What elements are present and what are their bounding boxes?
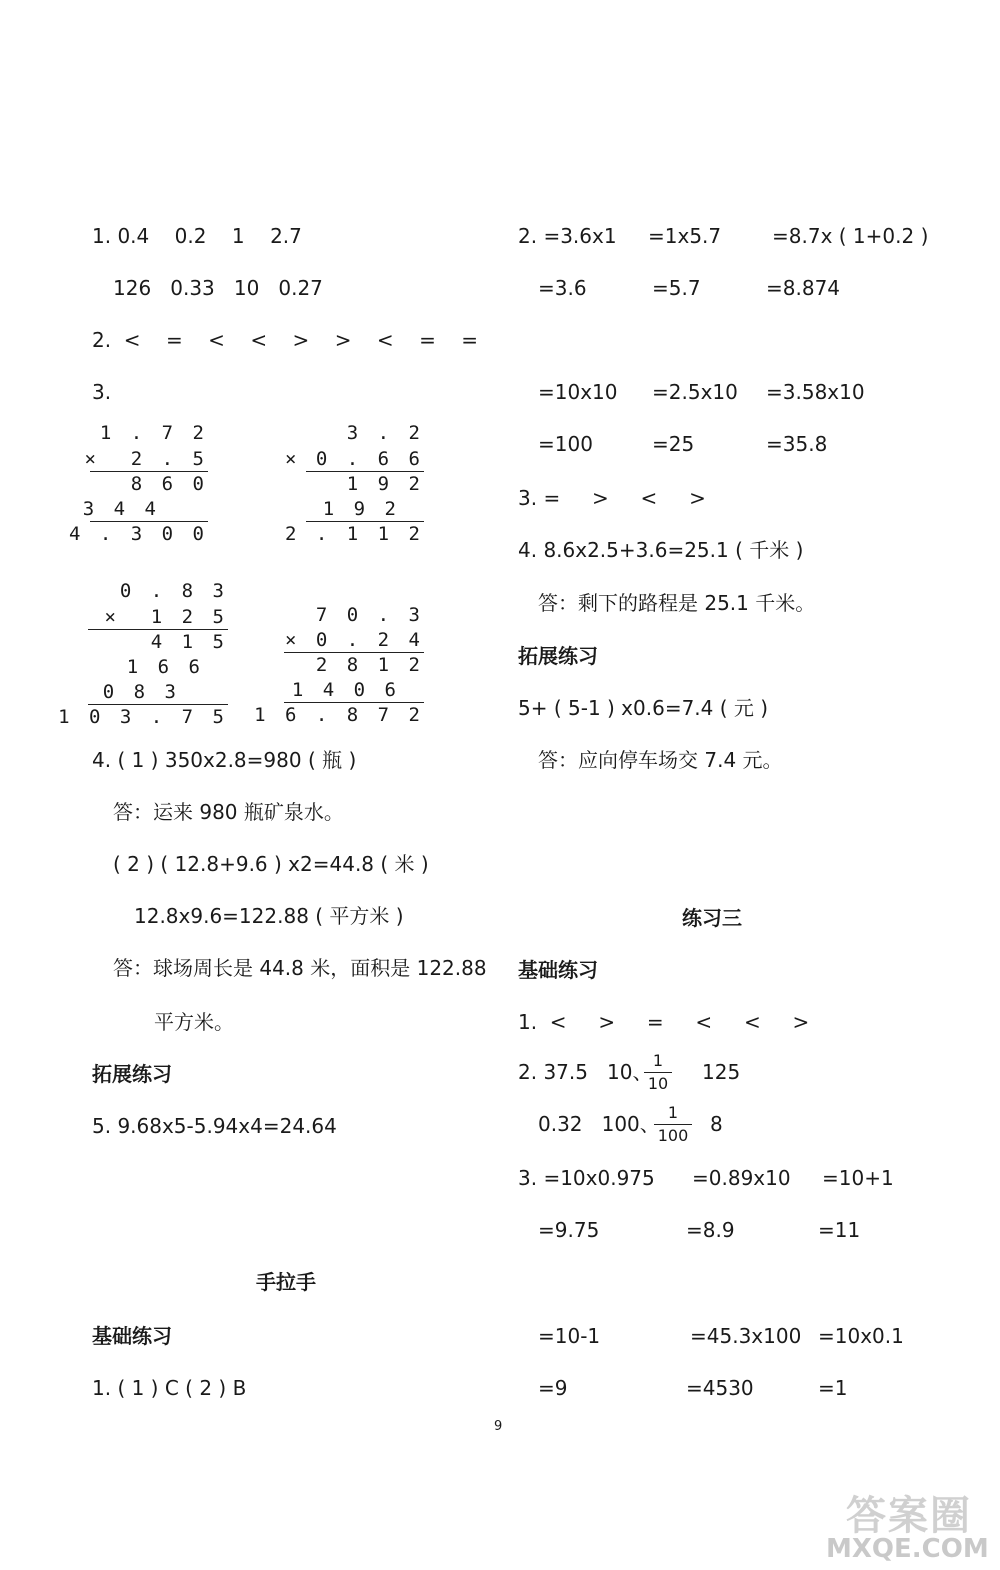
r-q2-r1b: =1x5.7 bbox=[648, 224, 722, 248]
vertical-calc-4 bbox=[254, 604, 424, 726]
q4-2-equation: ( 2 ) ( 12.8+9.6 ) x2=44.8 ( 米 ) bbox=[113, 852, 429, 876]
page-number: 9 bbox=[494, 1419, 503, 1434]
calc-line: 1 0 3 . 7 5 bbox=[58, 706, 228, 728]
calc-rule bbox=[90, 471, 208, 472]
r-q2-r2b: =5.7 bbox=[652, 276, 701, 300]
q1-row2: 126 0.33 10 0.27 bbox=[113, 276, 323, 300]
r-q2-r1c: =8.7x ( 1+0.2 ) bbox=[772, 224, 929, 248]
calc-line: 1 9 2 bbox=[322, 498, 400, 520]
b-q2-r2b: 8 bbox=[710, 1112, 723, 1136]
calc-rule bbox=[88, 704, 228, 705]
r-q2-r2c: =8.874 bbox=[766, 276, 841, 300]
calc-line: 8 6 0 bbox=[130, 473, 208, 495]
right-basic-heading: 基础练习 bbox=[518, 958, 598, 982]
left-extension-heading: 拓展练习 bbox=[92, 1062, 172, 1086]
q5-equation: 5. 9.68x5-5.94x4=24.64 bbox=[92, 1114, 337, 1138]
calc-rule bbox=[90, 521, 208, 522]
section-title-lianxi-san: 练习三 bbox=[682, 906, 742, 930]
q4-1-equation: 4. ( 1 ) 350x2.8=980 ( 瓶 ) bbox=[92, 748, 357, 772]
r-q2-r1a: 2. =3.6x1 bbox=[518, 224, 617, 248]
calc-rule bbox=[284, 652, 424, 653]
vertical-calc-3 bbox=[58, 580, 228, 728]
watermark-logo: 答案圈 bbox=[846, 1493, 972, 1539]
calc-line: 2 8 1 2 bbox=[315, 654, 424, 676]
fraction-numerator: 1 bbox=[652, 1051, 664, 1070]
q1-row1: 1. 0.4 0.2 1 2.7 bbox=[92, 224, 302, 248]
calc-line: 7 0 . 3 bbox=[315, 604, 424, 626]
q4-2-area: 12.8x9.6=122.88 ( 平方米 ) bbox=[134, 904, 404, 928]
section-title-shoulashou: 手拉手 bbox=[256, 1270, 316, 1294]
calc-line: × 0 . 2 4 bbox=[285, 629, 424, 651]
calc-line: 2 . 1 1 2 bbox=[285, 523, 424, 545]
q4-2-answer-cont: 平方米。 bbox=[154, 1010, 234, 1034]
r-q3-compare: 3. = > < > bbox=[518, 486, 706, 510]
r-q2-r3c: =3.58x10 bbox=[766, 380, 865, 404]
b-q2-r1a: 2. 37.5 10、 bbox=[518, 1060, 653, 1084]
b-q3-r2b: =8.9 bbox=[686, 1218, 735, 1242]
fraction-denominator: 100 bbox=[657, 1126, 689, 1145]
r-q2-r4b: =25 bbox=[652, 432, 695, 456]
calc-line: 0 8 3 bbox=[102, 681, 180, 703]
r-q2-r3a: =10x10 bbox=[538, 380, 618, 404]
calc-line: 1 9 2 bbox=[346, 473, 424, 495]
r-q4-equation: 4. 8.6x2.5+3.6=25.1 ( 千米 ) bbox=[518, 538, 804, 562]
s-q1: 1. ( 1 ) C ( 2 ) B bbox=[92, 1376, 247, 1400]
calc-line: × 1 2 5 bbox=[104, 606, 228, 628]
b-q1-compare: 1. < > = < < > bbox=[518, 1010, 810, 1034]
b-q3-r2c: =11 bbox=[818, 1218, 861, 1242]
calc-line: × 2 . 5 bbox=[84, 448, 208, 470]
calc-line: 1 4 0 6 bbox=[291, 679, 400, 701]
b-q3-r1b: =0.89x10 bbox=[692, 1166, 791, 1190]
b-q3-r1a: 3. =10x0.975 bbox=[518, 1166, 655, 1190]
b-q3-r1c: =10+1 bbox=[822, 1166, 894, 1190]
b-q3-r4a: =9 bbox=[538, 1376, 568, 1400]
calc-line: 0 . 8 3 bbox=[119, 580, 228, 602]
b-q3-r2a: =9.75 bbox=[538, 1218, 600, 1242]
calc-line: 4 1 5 bbox=[150, 631, 228, 653]
r-q4-answer: 答：剩下的路程是 25.1 千米。 bbox=[538, 591, 816, 615]
r-q2-r3b: =2.5x10 bbox=[652, 380, 738, 404]
q3-label: 3. bbox=[92, 380, 112, 404]
calc-line: × 0 . 6 6 bbox=[285, 448, 424, 470]
vertical-calc-1 bbox=[69, 422, 208, 545]
calc-line: 1 6 . 8 7 2 bbox=[254, 704, 424, 726]
fraction-one-hundredth bbox=[654, 1105, 692, 1144]
q2-compare: 2. < = < < > > < = = bbox=[92, 328, 479, 352]
b-q2-r2a: 0.32 100、 bbox=[538, 1112, 660, 1136]
q4-2-answer: 答：球场周长是 44.8 米，面积是 122.88 bbox=[113, 956, 487, 980]
vertical-calc-2 bbox=[285, 422, 424, 545]
b-q3-r3a: =10-1 bbox=[538, 1324, 601, 1348]
r-q2-r4a: =100 bbox=[538, 432, 593, 456]
r-ext-equation: 5+ ( 5-1 ) x0.6=7.4 ( 元 ) bbox=[518, 696, 769, 720]
b-q3-r4b: =4530 bbox=[686, 1376, 754, 1400]
fraction-denominator: 10 bbox=[647, 1074, 669, 1093]
r-q2-r4c: =35.8 bbox=[766, 432, 828, 456]
right-extension-heading: 拓展练习 bbox=[518, 644, 598, 668]
calc-line: 4 . 3 0 0 bbox=[69, 523, 208, 545]
calc-line: 1 6 6 bbox=[126, 656, 204, 678]
b-q2-r1b: 125 bbox=[702, 1060, 741, 1084]
watermark-site: MXQE.COM bbox=[826, 1534, 989, 1564]
b-q3-r3b: =45.3x100 bbox=[690, 1324, 802, 1348]
b-q3-r3c: =10x0.1 bbox=[818, 1324, 904, 1348]
b-q3-r4c: =1 bbox=[818, 1376, 848, 1400]
calc-line: 1 . 7 2 bbox=[99, 422, 208, 444]
calc-rule bbox=[306, 471, 424, 472]
calc-rule bbox=[88, 629, 228, 630]
calc-line: 3 4 4 bbox=[82, 498, 160, 520]
fraction-one-tenth bbox=[644, 1053, 672, 1092]
calc-line: 3 . 2 bbox=[346, 422, 424, 444]
q4-1-answer: 答：运来 980 瓶矿泉水。 bbox=[113, 800, 344, 824]
fraction-numerator: 1 bbox=[667, 1103, 679, 1122]
r-q2-r2a: =3.6 bbox=[538, 276, 587, 300]
left-basic-heading: 基础练习 bbox=[92, 1324, 172, 1348]
r-ext-answer: 答：应向停车场交 7.4 元。 bbox=[538, 748, 783, 772]
calc-rule bbox=[284, 702, 424, 703]
calc-rule bbox=[306, 521, 424, 522]
